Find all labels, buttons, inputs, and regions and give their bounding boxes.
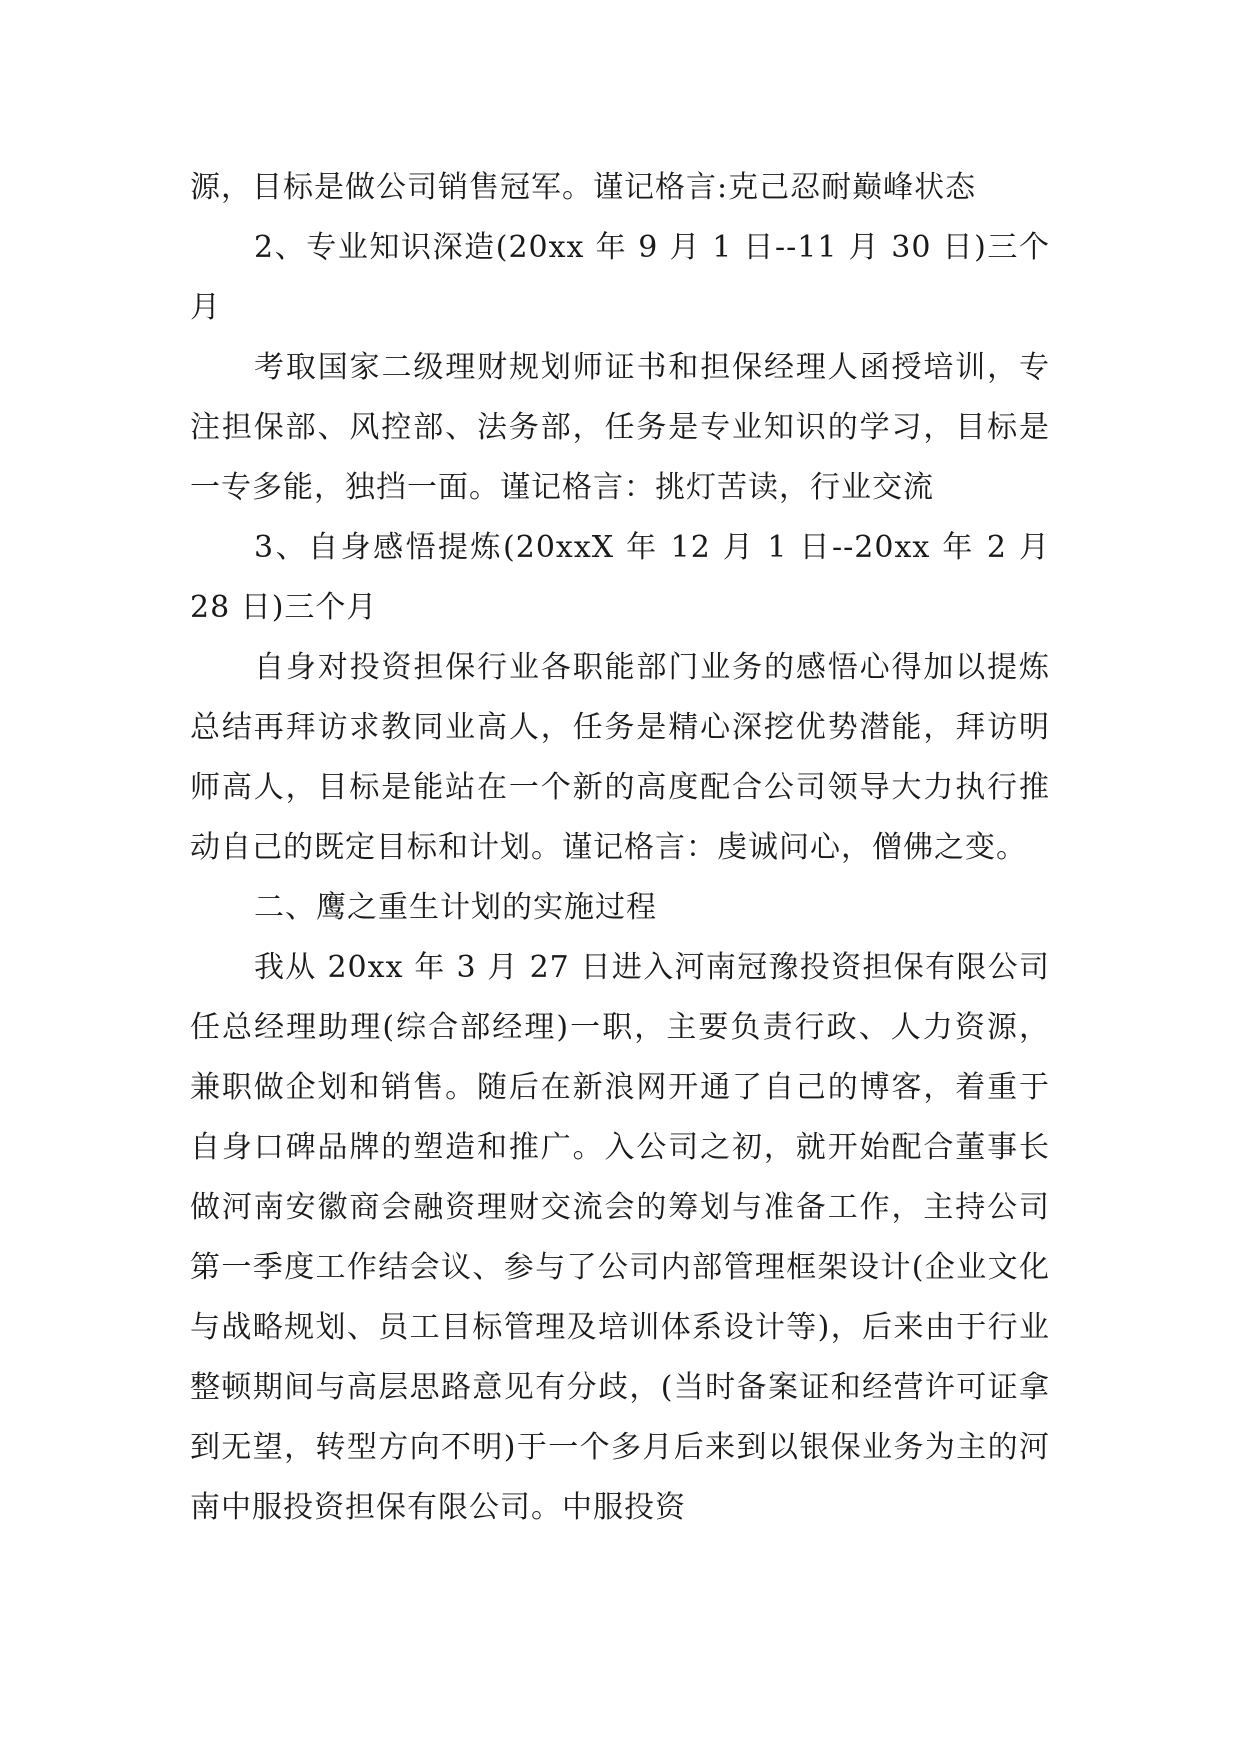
document-body [190, 158, 1050, 1538]
paragraph-4: 3、自身感悟提炼(20xxX 年 12 月 1 日--20xx 年 2 月 28 日)三个月 [190, 530, 1050, 625]
paragraph-1: 源，目标是做公司销售冠军。谨记格言:克己忍耐巅峰状态 [190, 170, 977, 205]
paragraph-2: 2、专业知识深造(20xx 年 9 月 1 日--11 月 30 日)三个月 [190, 230, 1050, 325]
paragraph-5: 自身对投资担保行业各职能部门业务的感悟心得加以提炼总结再拜访求教同业高人，任务是精心深挖优势潜能，拜访明师高人，目标是能站在一个新的高度配合公司领导大力执行推动自己的既定目标和计划。谨记格言：虔诚问心，僧佛之变。 [190, 650, 1050, 865]
section-heading: 二、鹰之重生计划的实施过程 [254, 890, 657, 925]
paragraph-7: 我从 20xx 年 3 月 27 日进入河南冠豫投资担保有限公司任总经理助理(综合部经理)一职，主要负责行政、人力资源，兼职做企划和销售。随后在新浪网开通了自己的博客，着重于自身口碑品牌的塑造和推广。入公司之初，就开始配合董事长做河南安徽商会融资理财交流会的筹划与准备工作，主持公司第一季度工作结会议、参与了公司内部管理框架设计(企业文化与战略规划、员工目标管理及培训体系设计等)，后来由于行业整顿期间与高层思路意见有分歧，(当时备案证和经营许可证拿到无望，转型方向不明)于一个多月后来到以银保业务为主的河南中服投资担保有限公司。中服投资 [190, 950, 1050, 1525]
paragraph-3: 考取国家二级理财规划师证书和担保经理人函授培训，专注担保部、风控部、法务部，任务是专业知识的学习，目标是一专多能，独挡一面。谨记格言：挑灯苦读，行业交流 [190, 350, 1050, 505]
